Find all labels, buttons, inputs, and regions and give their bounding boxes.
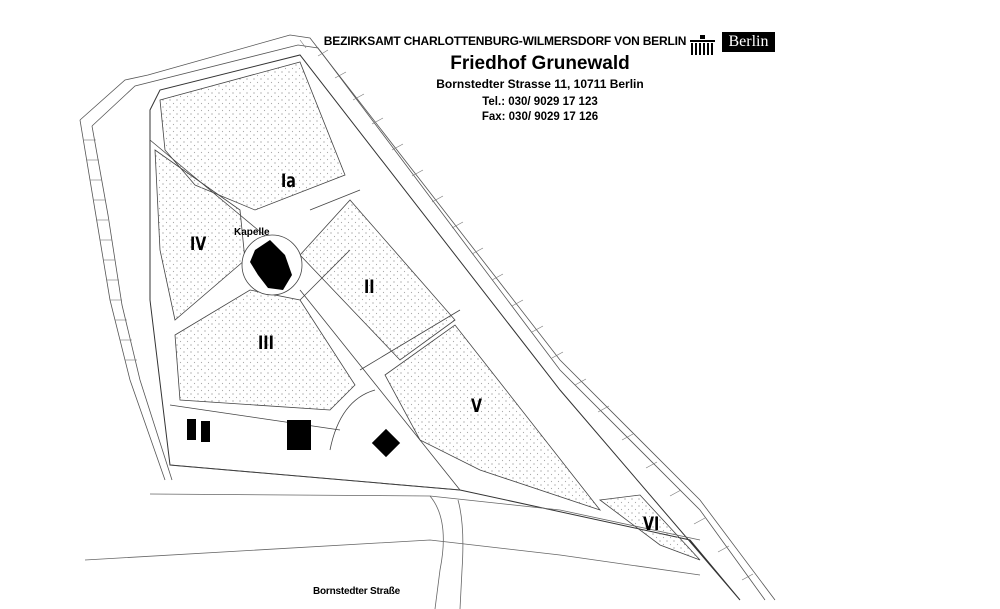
building-diamond	[372, 429, 400, 457]
building-west-2	[201, 421, 210, 442]
west-boundary	[80, 120, 165, 480]
cemetery-address: Bornstedter Strasse 11, 10711 Berlin	[436, 77, 644, 91]
building-west-1	[187, 419, 196, 440]
chapel-label: Kapelle	[234, 227, 270, 238]
cemetery-title: Friedhof Grunewald	[450, 53, 630, 74]
district-authority-title: BEZIRKSAMT CHARLOTTENBURG-WILMERSDORF VON BERLIN	[323, 34, 687, 48]
section-label-iii: III	[258, 332, 274, 354]
section-label-ii: II	[364, 276, 375, 298]
section-label-ia: Ia	[281, 170, 296, 192]
telephone-number: Tel.: 030/ 9029 17 123	[482, 96, 598, 108]
building-main	[287, 420, 311, 450]
berlin-logo-text: Berlin	[722, 32, 775, 52]
fax-number: Fax: 030/ 9029 17 126	[481, 111, 599, 123]
section-v-field	[385, 325, 600, 510]
street-line-south	[85, 540, 700, 575]
street-label: Bornstedter Straße	[313, 586, 400, 597]
section-label-iv: IV	[190, 233, 207, 255]
section-label-v: V	[471, 395, 483, 417]
section-label-vi: VI	[643, 513, 660, 535]
